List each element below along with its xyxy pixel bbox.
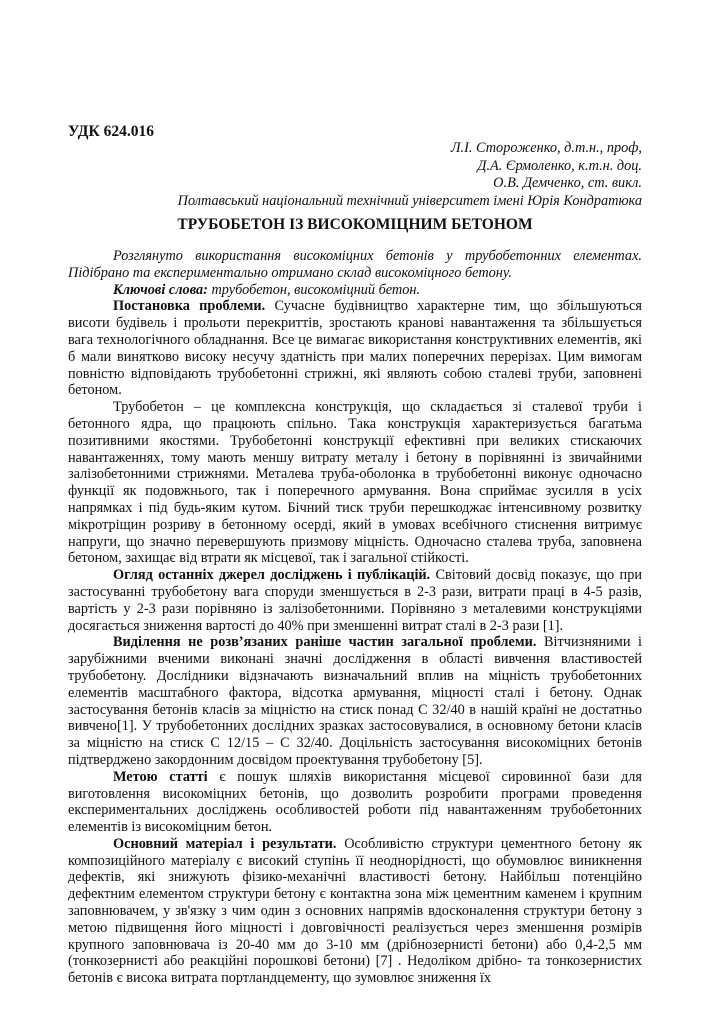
section-heading: Виділення не розв’язаних раніше частин загальної проблеми.	[113, 634, 537, 651]
author-line: Л.І. Стороженко, д.т.н., проф,	[450, 140, 642, 156]
paragraph-tube-concrete	[68, 399, 642, 567]
section-heading: Основний матеріал і результати.	[113, 835, 337, 852]
paragraph-unsolved	[68, 634, 642, 768]
paragraph-text: Світовий досвід показує, що при застосуванні трубобетону вага споруди зменшується в 2-3 рази, витрати праці в 4-5 разів, вартість у 2-3 рази порівняно із залізобетонними. Порівняно з металевими конструкціями досягається зниження вартості до 40% при зменшенні витрат сталі в 2-3 рази [1].	[68, 567, 642, 634]
paragraph-text: Вітчизняними і зарубіжними вченими виконані значні дослідження в області вивчення властивостей трубобетону. Дослідники відзначають визначальний вплив на міцність трубобетонних елементів масштабного фактора, відсотка армування, міцності сталі і бетону. Однак застосування бетонів класів за міцністю на стиск понад С 32/40 в нашій країні не достатньо вивчено[1]. У трубобетонних дослідних зразках застосовувалися, в основному бетони класів за міцністю на стиск С 12/15 – С 32/40. Доцільність застосування високоміцних бетонів підтверджено закордонним досвідом проектування трубобетону [5].	[68, 634, 642, 768]
article-body	[68, 248, 642, 987]
author-line: О.В. Демченко, ст. викл.	[493, 175, 642, 191]
article-title: ТРУБОБЕТОН ІЗ ВИСОКОМІЦНИМ БЕТОНОМ	[177, 216, 533, 233]
abstract: Розглянуто використання високоміцних бетонів у трубобетонних елементах. Підібрано та експериментально отримано склад високоміцного бетону.	[68, 248, 642, 281]
keywords-label: Ключові слова:	[113, 281, 208, 298]
author-line: Д.А. Єрмоленко, к.т.н. доц.	[477, 157, 642, 174]
paragraph-text: Трубобетон – це комплексна конструкція, що складається зі сталевої труби і бетонного ядра, що працюють спільно. Така конструкція характеризується багатьма позитивними якостями. Трубобетонні конструкції ефективні при великих стискаючих навантаженнях, тому мають меншу витрату металу і бетону в порівнянні із звичайними залізобетонними стрижнями. Металева труба-оболонка в трубобетонні виконує одночасно функції як подовжнього, так і поперечного армування. Вона сприймає зусилля в усіх напрямках і під будь-яким кутом. Бічний тиск труби перешкоджає інтенсивному розвитку мікротріщин розриву в бетонному осерді, який в умовах всебічного стиснення витримує напруги, що значно перевершують призмову міцність. Одночасно сталева труба, заповнена бетоном, захищає від втрати як місцевої, так і загальної стійкості.	[68, 399, 642, 567]
section-heading: Постановка проблеми.	[113, 298, 266, 315]
paragraph-text: є пошук шляхів використання місцевої сировинної бази для виготовлення високоміцних бетонів, що дозволить розробити програми проведення експериментальних досліджень особливостей роботи під навантаженням трубобетонних елементів із високоміцним бетон.	[68, 768, 642, 836]
paragraph-goal	[68, 769, 642, 836]
paragraph-review	[68, 567, 642, 634]
section-heading: Метою статті	[113, 768, 208, 785]
paragraph-text: Сучасне будівництво характерне тим, що збільшуються висоти будівель і прольоти перекриттів, зростають кранові навантаження та збільшується вага технологічного обладнання. Все це вимагає використання конструктивних елементів, які б мали винятково високу несучу здатність при малих поперечних перерізах. Цим вимогам повністю відповідають трубобетонні стрижні, які являють собою сталеві труби, заповнені бетоном.	[68, 298, 642, 399]
udc-code: УДК 624.016	[68, 123, 154, 140]
section-heading: Огляд останніх джерел досліджень і публікацій.	[113, 567, 431, 584]
keywords	[68, 282, 642, 299]
keywords-text: трубобетон, високоміцний бетон.	[207, 281, 421, 298]
paragraph-problem	[68, 298, 642, 399]
author-block	[120, 140, 642, 210]
affiliation: Полтавський національний технічний університет імені Юрія Кондратюка	[177, 192, 642, 209]
paragraph-main	[68, 836, 642, 987]
paragraph-text: Особливістю структури цементного бетону як композиційного матеріалу є високий ступінь її неоднорідності, що обумовлює виникнення дефектів, які знижують фізико-механічні властивості бетону. Найбільш потенційно дефектним елементом структури бетону є контактна зона між цементним каменем і крупним заповнювачем, у зв'язку з чим один з основних напрямів вдосконалення структури бетону з метою підвищення його міцності і довговічності реалізується через зменшення розмірів крупного заповнювача із 20-40 мм до 3-10 мм (дрібнозернисті бетони) або 0,4-2,5 мм (тонкозернисті або реакційні порошкові бетони) [7] . Недоліком дрібно- та тонкозернистих бетонів є висока витрата портландцементу, що зумовлює зниження їх	[68, 835, 642, 987]
